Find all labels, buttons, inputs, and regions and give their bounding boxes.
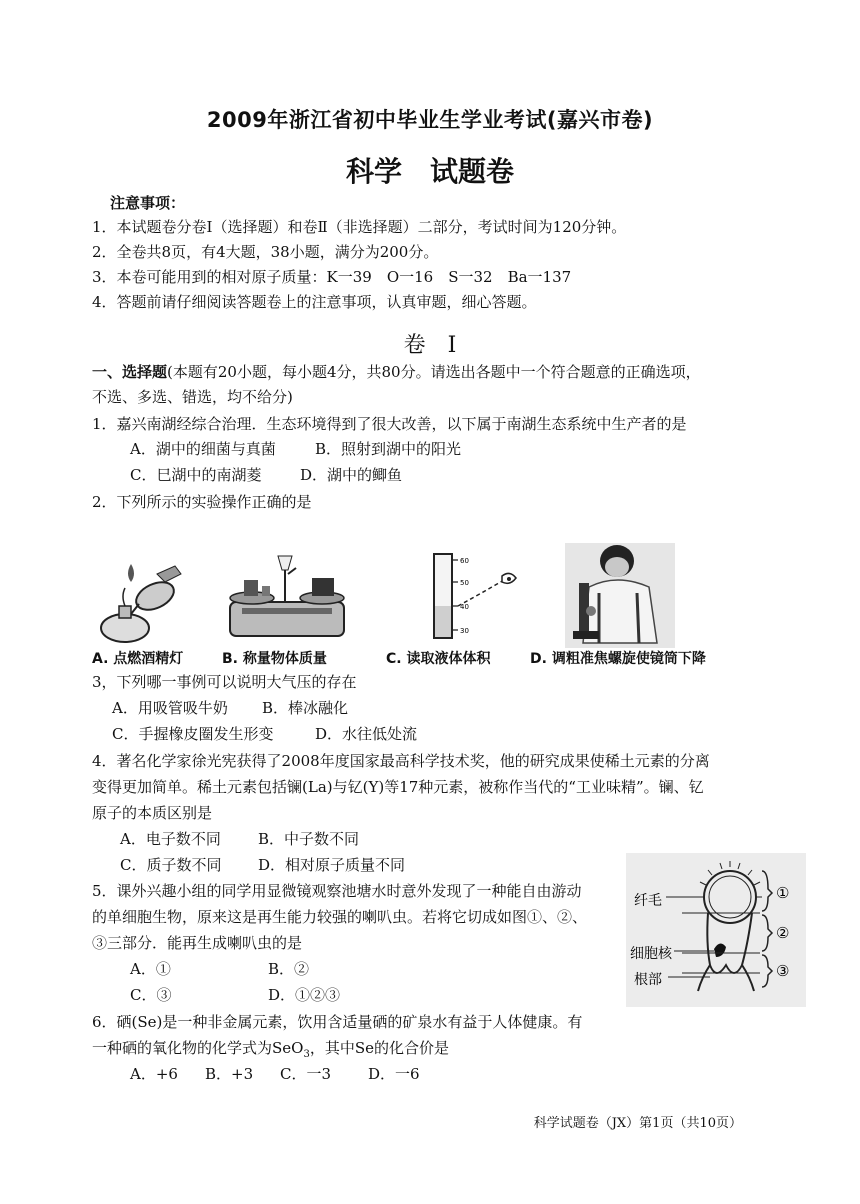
fig-label-part1: ① (776, 884, 790, 902)
section-label: 卷 Ⅰ (403, 333, 457, 358)
fig-label-part2: ② (776, 924, 790, 942)
q6-line-2-sub: 3 (303, 1049, 310, 1060)
notice-heading: 注意事项： (110, 194, 186, 212)
q1-option-a: A．湖中的细菌与真菌 (130, 440, 276, 458)
fig-label-part3: ③ (776, 962, 790, 980)
q3-stem: 3，下列哪一事例可以说明大气压的存在 (92, 673, 357, 691)
tick-label: 40 (460, 603, 469, 611)
q5-option-b: B．② (268, 960, 310, 978)
q2-caption-b: B. 称量物体质量 (222, 651, 327, 667)
notice-item-1: 1．本试题卷分卷Ⅰ（选择题）和卷Ⅱ（非选择题）二部分，考试时间为120分钟。 (92, 218, 627, 236)
q2-stem: 2．下列所示的实验操作正确的是 (92, 493, 312, 511)
q2-caption-a: A. 点燃酒精灯 (92, 651, 184, 667)
q5-line-1: 5．课外兴趣小组的同学用显微镜观察池塘水时意外发现了一种能自由游动 (92, 882, 582, 900)
exam-title: 2009年浙江省初中毕业生学业考试(嘉兴市卷) (206, 108, 654, 132)
q3-option-a: A．用吸管吸牛奶 (112, 699, 228, 717)
page-footer: 科学试题卷（JX）第1页（共10页） (533, 1116, 742, 1131)
notice-item-4: 4．答题前请仔细阅读答题卷上的注意事项，认真审题，细心答题。 (92, 293, 537, 311)
trumpet-animalcule-figure (626, 853, 806, 1007)
q3-option-c: C．手握橡皮圈发生形变 (112, 725, 274, 743)
q5-option-c: C．③ (130, 986, 172, 1004)
q2-caption-c: C. 读取液体体积 (386, 651, 491, 667)
q4-option-c: C．质子数不同 (120, 856, 222, 874)
tick-label: 30 (460, 627, 469, 635)
q4-line-1: 4．著名化学家徐光宪获得了2008年度国家最高科学技术奖，他的研究成果使稀土元素的分离 (92, 752, 710, 770)
q4-option-b: B．中子数不同 (258, 830, 360, 848)
q6-option-d: D．一6 (368, 1065, 420, 1083)
q5-option-d: D．①②③ (268, 986, 341, 1004)
fig-label-nucleus: 细胞核 (630, 946, 672, 962)
q5-option-a: A．① (130, 960, 171, 978)
alcohol-lamp-figure (95, 556, 195, 648)
q3-option-d: D．水往低处流 (315, 725, 418, 743)
part1-desc-2: 不选、多选、错选，均不给分) (92, 388, 293, 406)
q6-option-b: B．+3 (205, 1065, 254, 1083)
q3-option-b: B．棒冰融化 (262, 699, 349, 717)
fig-label-root: 根部 (634, 972, 662, 988)
part1-heading: 一、选择题 (92, 363, 168, 381)
q4-option-d: D．相对原子质量不同 (258, 856, 406, 874)
q5-line-2: 的单细胞生物，原来这是再生能力较强的喇叭虫。若将它切成如图①、②、 (92, 908, 588, 926)
q1-stem: 1．嘉兴南湖经综合治理．生态环境得到了很大改善，以下属于南湖生态系统中生产者的是 (92, 415, 687, 433)
q6-option-c: C．一3 (280, 1065, 332, 1083)
notice-item-3: 3．本卷可能用到的相对原子质量：K一39 O一16 S一32 Ba一137 (92, 268, 572, 286)
part1-heading-line (92, 360, 701, 385)
notice-item-2: 2．全卷共8页，有4大题，38小题，满分为200分。 (92, 243, 439, 261)
microscope-figure (565, 543, 675, 648)
q6-line-2-pre: 一种硒的氧化物的化学式为SeO (92, 1039, 304, 1057)
q4-line-3: 原子的本质区别是 (92, 804, 213, 822)
q4-line-2: 变得更加简单。稀土元素包括镧(La)与钇(Y)等17种元素，被称作当代的“工业味精”。镧、钇 (92, 778, 704, 796)
tick-label: 60 (460, 557, 469, 565)
tick-label: 50 (460, 579, 469, 587)
q5-line-3: ③三部分．能再生成喇叭虫的是 (92, 934, 303, 952)
balance-figure (222, 550, 352, 648)
q1-option-c: C．巳湖中的南湖菱 (130, 466, 262, 484)
paper-subtitle: 科学 试题卷 (345, 155, 514, 188)
q1-option-b: B．照射到湖中的阳光 (315, 440, 462, 458)
q2-caption-d: D. 调粗准焦螺旋使镜筒下降 (530, 651, 706, 667)
q1-option-d: D．湖中的鲫鱼 (300, 466, 403, 484)
fig-label-cilia: 纤毛 (634, 893, 662, 909)
q4-option-a: A．电子数不同 (120, 830, 221, 848)
part1-desc-1: (本题有20小题，每小题4分，共80分。请选出各题中一个符合题意的正确选项， (167, 363, 701, 381)
q6-line-2-post: ，其中Se的化合价是 (309, 1039, 449, 1057)
q6-line-1: 6．硒(Se)是一种非金属元素，饮用含适量硒的矿泉水有益于人体健康。有 (92, 1013, 583, 1031)
graduated-cylinder-figure (420, 550, 530, 648)
q6-option-a: A．+6 (130, 1065, 178, 1083)
